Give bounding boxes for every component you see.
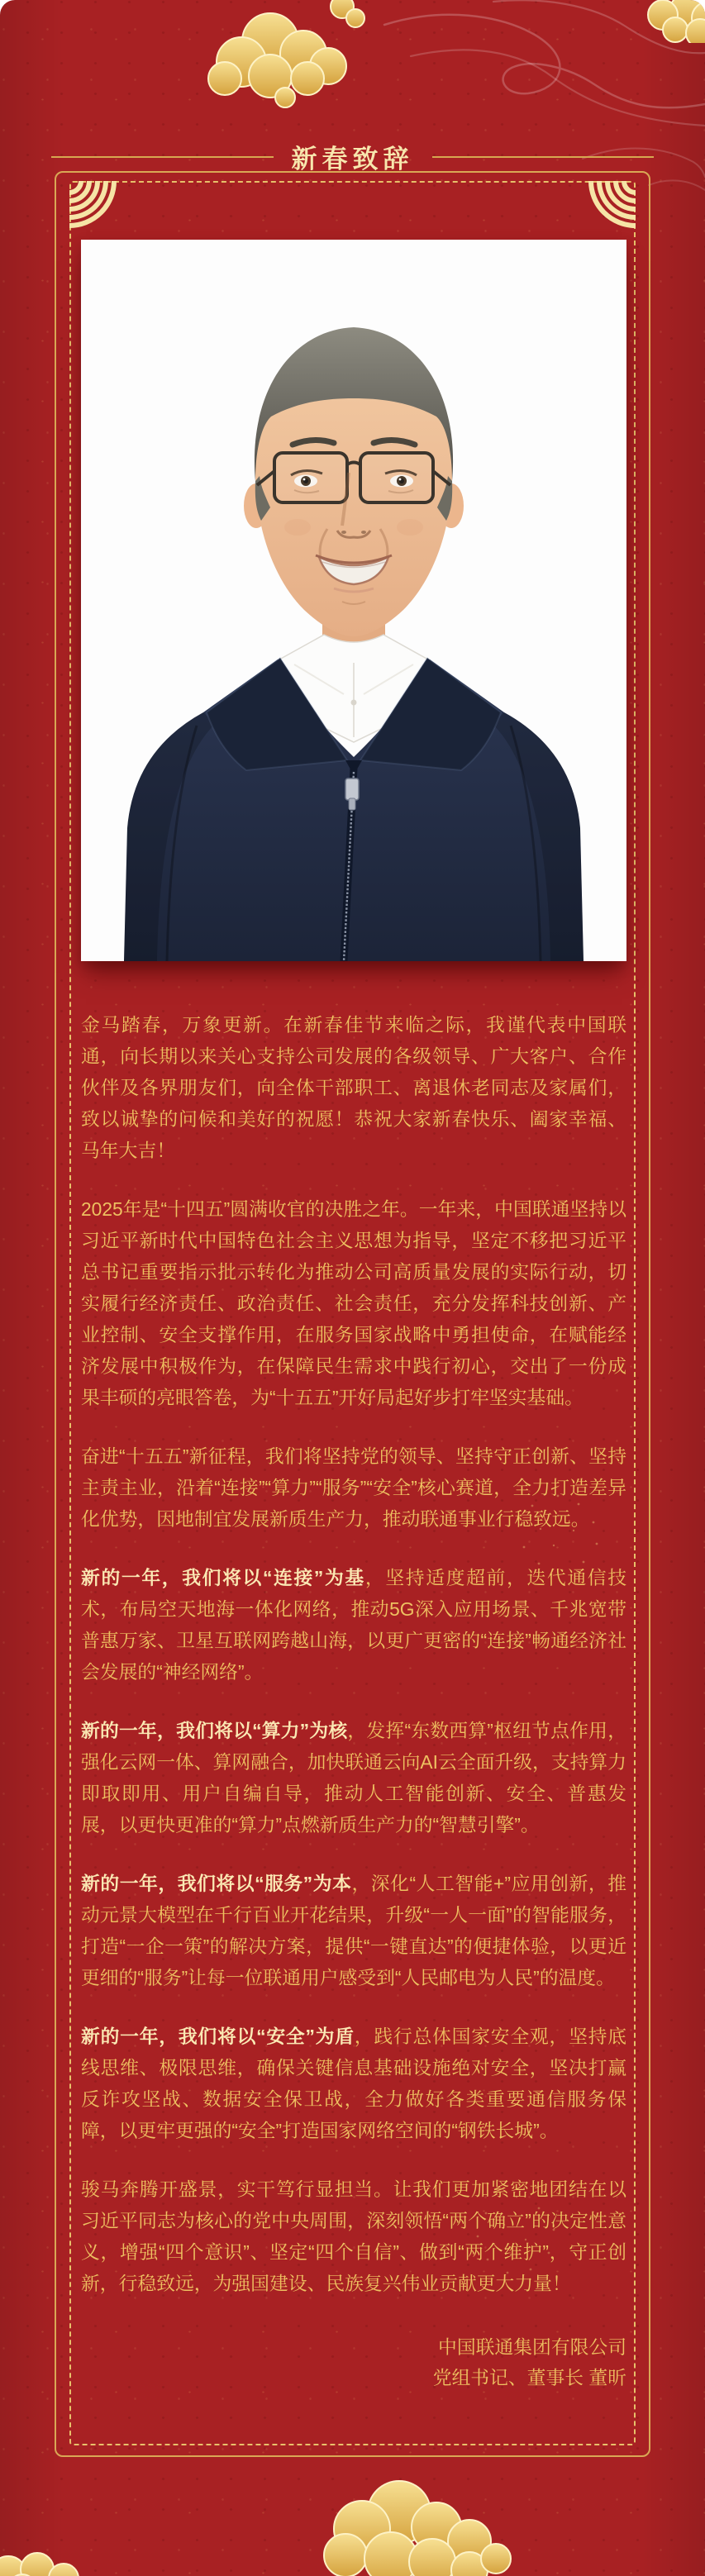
paragraph	[81, 1009, 626, 1166]
paragraph-lead: 新的一年，我们将以“算力”为核	[81, 1720, 348, 1741]
gold-cloud-top-right-icon	[630, 0, 705, 43]
title-line-left	[51, 156, 274, 158]
section-title-bar	[0, 138, 705, 175]
paragraph-text: 2025年是“十四五”圆满收官的决胜之年。一年来，中国联通坚持以习近平新时代中国特色社会主义思想为指导，坚定不移把习近平总书记重要指示批示转化为推动公司高质量发展的实际行动，切实履行经济责任、政治责任、社会责任，充分发挥科技创新、产业控制、安全支撑作用，在服务国家战略中勇担使命，在赋能经济发展中积极作为，在保障民生需求中践行初心，交出了一份成果丰硕的亮眼答卷，为“十五五”开好局起好步打牢坚实基础。	[81, 1198, 626, 1408]
paragraph	[81, 1868, 626, 1993]
paragraph-text: ，发挥“东数西算”枢纽节点作用，强化云网一体、算网融合，加快联通云向AI云全面升级，支持算力即取即用、用户自编自导，推动人工智能创新、安全、普惠发展，以更快更准的“算力”点燃新质生产力的“智慧引擎”。	[81, 1720, 626, 1836]
corner-fan-arcs-icon	[581, 181, 636, 236]
paragraph-text: 骏马奔腾开盛景，实干笃行显担当。让我们更加紧密地团结在以习近平同志为核心的党中央周围，深刻领悟“两个确立”的决定性意义，增强“四个意识”、坚定“四个自信”、做到“两个维护”，守正创新，行稳致远，为强国建设、民族复兴伟业贡献更大力量！	[81, 2178, 626, 2294]
page-title: 新春致辞	[291, 145, 414, 174]
speech-body	[81, 1009, 626, 2393]
chairman-portrait-photo	[81, 240, 626, 961]
paragraph	[81, 1715, 626, 1840]
signature-signer: 党组书记、董事长 董昕	[432, 2367, 626, 2388]
paragraph-lead: 新的一年，我们将以“连接”为基	[81, 1567, 365, 1588]
title-line-right	[432, 156, 655, 158]
signature-company: 中国联通集团有限公司	[438, 2336, 626, 2358]
paragraph-lead: 新的一年，我们将以“安全”为盾	[81, 2026, 355, 2047]
gold-cloud-bottom-icon	[304, 2479, 523, 2576]
paragraph	[81, 2174, 626, 2299]
greeting-card	[55, 171, 650, 2457]
paragraph-text: 金马踏春，万象更新。在新春佳节来临之际，我谨代表中国联通，向长期以来关心支持公司发展的各级领导、广大客户、合作伙伴及各界朋友们，向全体干部职工、离退休老同志及家属们，致以诚挚的问候和美好的祝愿！恭祝大家新春快乐、阖家幸福、马年大吉！	[81, 1014, 626, 1161]
paragraph-text: ，坚持适度超前，迭代通信技术，布局空天地海一体化网络，推动5G深入应用场景、千兆宽带普惠万家、卫星互联网跨越山海，以更广更密的“连接”畅通经济社会发展的“神经网络”。	[81, 1567, 627, 1683]
corner-fan-arcs-icon	[69, 181, 124, 236]
gold-cloud-bottom-left-icon	[0, 2541, 91, 2576]
paragraph-lead: 新的一年，我们将以“服务”为本	[81, 1873, 352, 1894]
paragraph	[81, 1193, 626, 1413]
paragraph	[81, 2021, 626, 2146]
paragraph-text: 奋进“十五五”新征程，我们将坚持党的领导、坚持守正创新、坚持主责主业，沿着“连接”“算力”“服务”“安全”核心赛道，全力打造差异化优势，因地制宜发展新质生产力，推动联通事业行稳致远。	[81, 1445, 626, 1530]
signature-block	[81, 2332, 626, 2393]
paragraph	[81, 1440, 626, 1535]
paragraph	[81, 1562, 626, 1688]
paragraph-text: ，深化“人工智能+”应用创新，推动元景大模型在千行百业开花结果，升级“一人一面”的智能服务，打造“一企一策”的解决方案，提供“一键直达”的便捷体验，以更近更细的“服务”让每一位联通用户感受到“人民邮电为人民”的温度。	[81, 1873, 627, 1988]
portrait-illustration	[81, 240, 626, 961]
gold-cloud-top-icon	[192, 0, 369, 109]
paragraph-text: ，践行总体国家安全观，坚持底线思维、极限思维，确保关键信息基础设施绝对安全，坚决打赢反诈攻坚战、数据安全保卫战，全力做好各类重要通信服务保障，以更牢更强的“安全”打造国家网络空间的“钢铁长城”。	[81, 2026, 627, 2141]
